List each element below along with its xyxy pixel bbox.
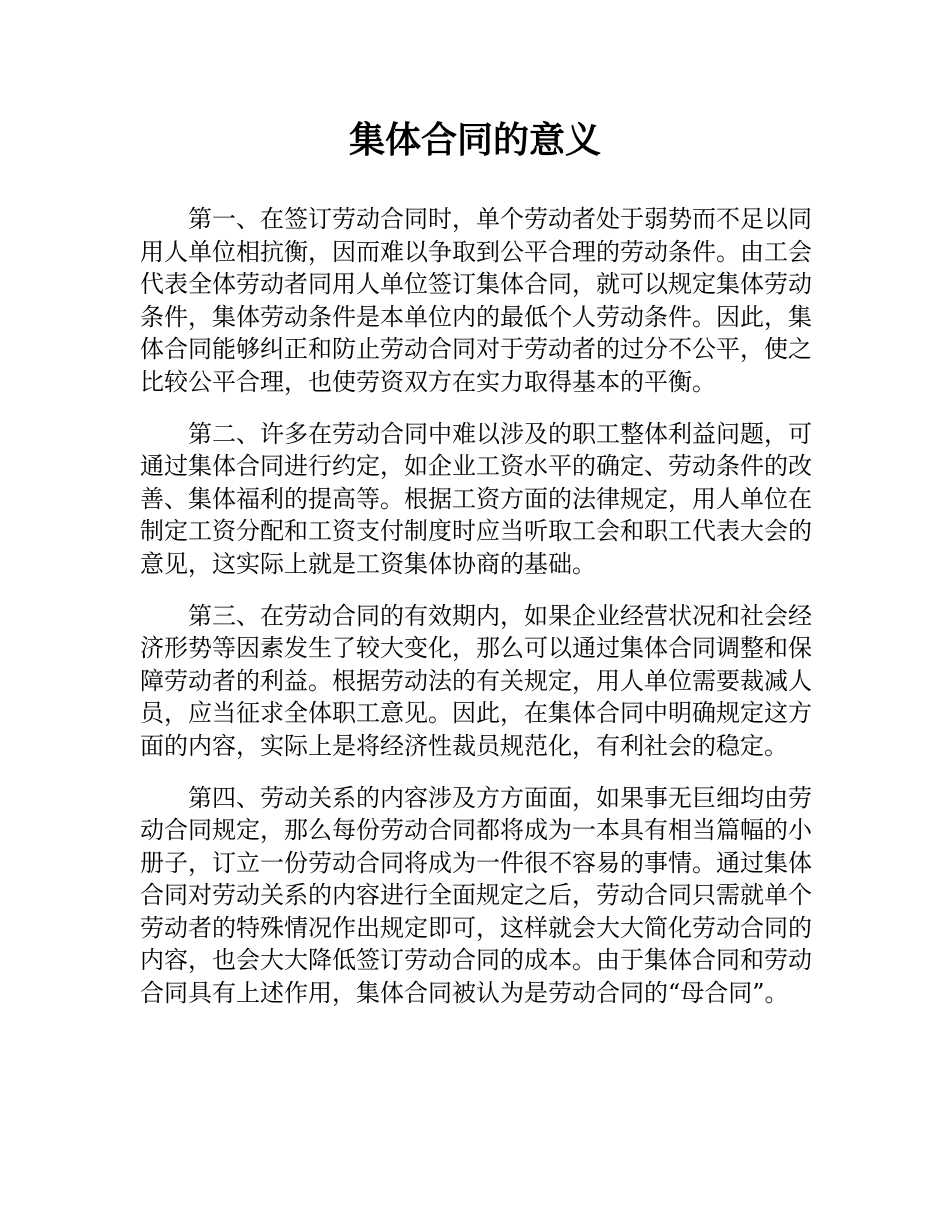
page-title: 集体合同的意义	[348, 120, 601, 161]
paragraph-3: 第三、在劳动合同的有效期内，如果企业经营状况和社会经济形势等因素发生了较大变化，那么可以通过集体合同调整和保障劳动者的利益。根据劳动法的有关规定，用人单位需要裁减人员，应当征求全体职工意见。因此，在集体合同中明确规定这方面的内容，实际上是将经济性裁员规范化，有利社会的稳定。	[140, 601, 812, 760]
paragraph-1: 第一、在签订劳动合同时，单个劳动者处于弱势而不足以同用人单位相抗衡，因而难以争取到公平合理的劳动条件。由工会代表全体劳动者同用人单位签订集体合同，就可以规定集体劳动条件，集体劳动条件是本单位内的最低个人劳动条件。因此，集体合同能够纠正和防止劳动合同对于劳动者的过分不公平，使之比较公平合理，也使劳资双方在实力取得基本的平衡。	[140, 205, 812, 396]
document-body	[140, 203, 812, 1029]
paragraph-2: 第二、许多在劳动合同中难以涉及的职工整体利益问题，可通过集体合同进行约定，如企业工资水平的确定、劳动条件的改善、集体福利的提高等。根据工资方面的法律规定，用人单位在制定工资分配和工资支付制度时应当听取工会和职工代表大会的意见，这实际上就是工资集体协商的基础。	[140, 419, 812, 578]
paragraph-4: 第四、劳动关系的内容涉及方方面面，如果事无巨细均由劳动合同规定，那么每份劳动合同都将成为一本具有相当篇幅的小册子，订立一份劳动合同将成为一件很不容易的事情。通过集体合同对劳动关系的内容进行全面规定之后，劳动合同只需就单个劳动者的特殊情况作出规定即可，这样就会大大简化劳动合同的内容，也会大大降低签订劳动合同的成本。由于集体合同和劳动合同具有上述作用，集体合同被认为是劳动合同的“母合同”。	[140, 783, 812, 1008]
